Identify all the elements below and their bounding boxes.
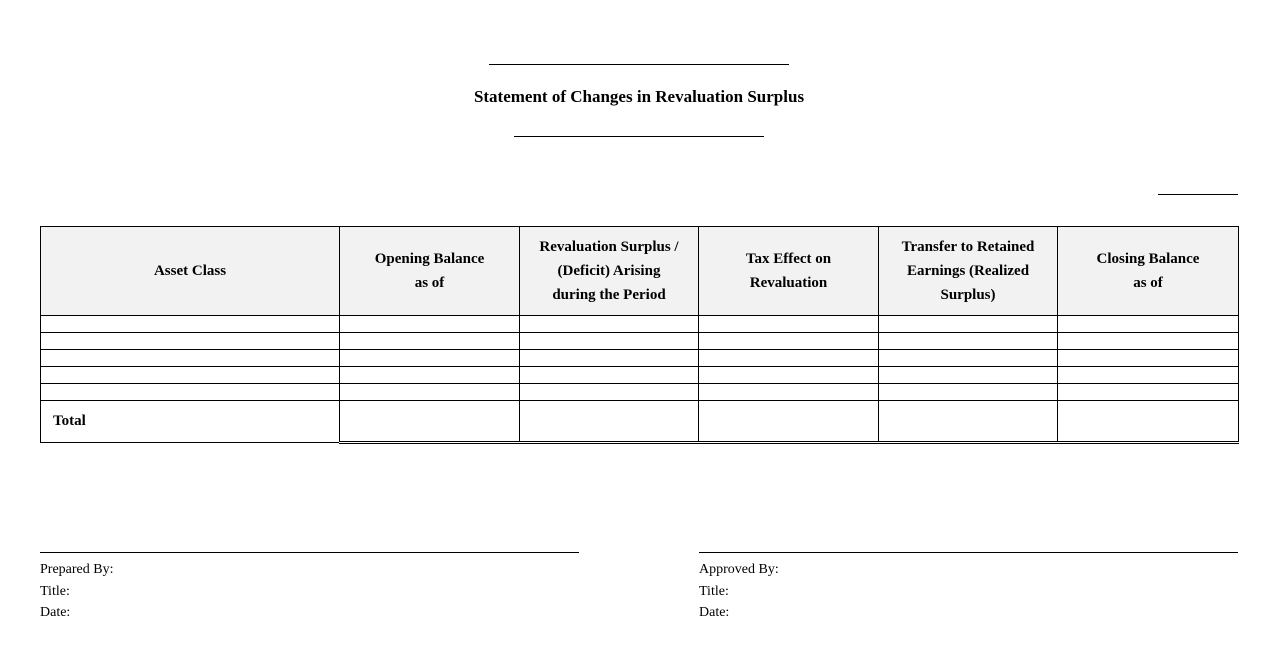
- table-cell[interactable]: [41, 384, 340, 401]
- table-cell[interactable]: [1058, 384, 1239, 401]
- table-cell[interactable]: [879, 350, 1058, 367]
- prepared-title-label: Title:: [40, 583, 70, 599]
- header-line: Revaluation Surplus /: [539, 239, 679, 255]
- table-cell[interactable]: [1058, 367, 1239, 384]
- total-revaluation-surplus-cell[interactable]: [520, 401, 699, 443]
- table-cell[interactable]: [520, 384, 699, 401]
- header-line: Surplus): [940, 287, 996, 303]
- page-title: Statement of Changes in Revaluation Surplus: [473, 87, 805, 106]
- table-header-row: [41, 227, 1239, 316]
- table-cell[interactable]: [1058, 316, 1239, 333]
- table-cell[interactable]: [340, 316, 520, 333]
- column-header-opening-balance: [340, 227, 520, 316]
- table-cell[interactable]: [699, 367, 879, 384]
- table-cell[interactable]: [520, 367, 699, 384]
- total-row: [41, 401, 1239, 443]
- prepared-date-label: Date:: [40, 605, 71, 620]
- header-line: as of: [1133, 275, 1163, 291]
- header-line: Opening Balance: [374, 251, 485, 267]
- table-cell[interactable]: [879, 384, 1058, 401]
- column-header-revaluation-surplus: [520, 227, 699, 316]
- total-label: Total: [41, 401, 340, 443]
- table-cell[interactable]: [340, 333, 520, 350]
- table-cell[interactable]: [879, 333, 1058, 350]
- table-row: [41, 350, 1239, 367]
- header-line: Revaluation: [749, 275, 828, 291]
- column-header-transfer-retained: [879, 227, 1058, 316]
- total-closing-balance-cell[interactable]: [1058, 401, 1239, 443]
- currency-unit-line: [1158, 194, 1238, 195]
- table-cell[interactable]: [520, 350, 699, 367]
- table-cell[interactable]: [879, 316, 1058, 333]
- column-header-asset-class: [41, 227, 340, 316]
- company-name-line: [489, 64, 789, 65]
- header-line: during the Period: [552, 287, 666, 303]
- header-line: Tax Effect on: [745, 251, 832, 267]
- header-line: Transfer to Retained: [901, 239, 1035, 255]
- column-header-tax-effect: [699, 227, 879, 316]
- table-cell[interactable]: [699, 316, 879, 333]
- approved-date-label: Date:: [699, 605, 730, 620]
- header-line: (Deficit) Arising: [557, 263, 661, 279]
- revaluation-surplus-table: [40, 226, 1239, 444]
- period-line: [514, 136, 764, 137]
- prepared-by-block: [40, 552, 579, 624]
- table-cell[interactable]: [520, 333, 699, 350]
- table-cell[interactable]: [520, 316, 699, 333]
- table-cell[interactable]: [340, 367, 520, 384]
- table-row: [41, 384, 1239, 401]
- table-cell[interactable]: [879, 367, 1058, 384]
- header-line: as of: [414, 275, 445, 291]
- table-cell[interactable]: [1058, 333, 1239, 350]
- table-cell[interactable]: [41, 367, 340, 384]
- column-header-closing-balance: [1058, 227, 1239, 316]
- header-line: Earnings (Realized: [906, 263, 1030, 279]
- table-row: [41, 333, 1239, 350]
- table-row: [41, 316, 1239, 333]
- header-line: Asset Class: [153, 263, 227, 279]
- approved-signature-line: [699, 552, 1238, 553]
- total-transfer-retained-cell[interactable]: [879, 401, 1058, 443]
- table-cell[interactable]: [699, 333, 879, 350]
- table-cell[interactable]: [340, 350, 520, 367]
- table-cell[interactable]: [699, 384, 879, 401]
- approved-title-label: Title:: [699, 583, 729, 599]
- total-opening-balance-cell[interactable]: [340, 401, 520, 443]
- table-cell[interactable]: [41, 350, 340, 367]
- header-line: Closing Balance: [1096, 251, 1200, 267]
- approved-by-label: Approved By:: [699, 562, 779, 577]
- table-row: [41, 367, 1239, 384]
- prepared-by-label: Prepared By:: [40, 562, 114, 577]
- prepared-signature-line: [40, 552, 579, 553]
- table-cell[interactable]: [699, 350, 879, 367]
- approved-by-block: [699, 552, 1238, 624]
- total-tax-effect-cell[interactable]: [699, 401, 879, 443]
- table-cell[interactable]: [41, 316, 340, 333]
- table-cell[interactable]: [340, 384, 520, 401]
- table-cell[interactable]: [1058, 350, 1239, 367]
- table-cell[interactable]: [41, 333, 340, 350]
